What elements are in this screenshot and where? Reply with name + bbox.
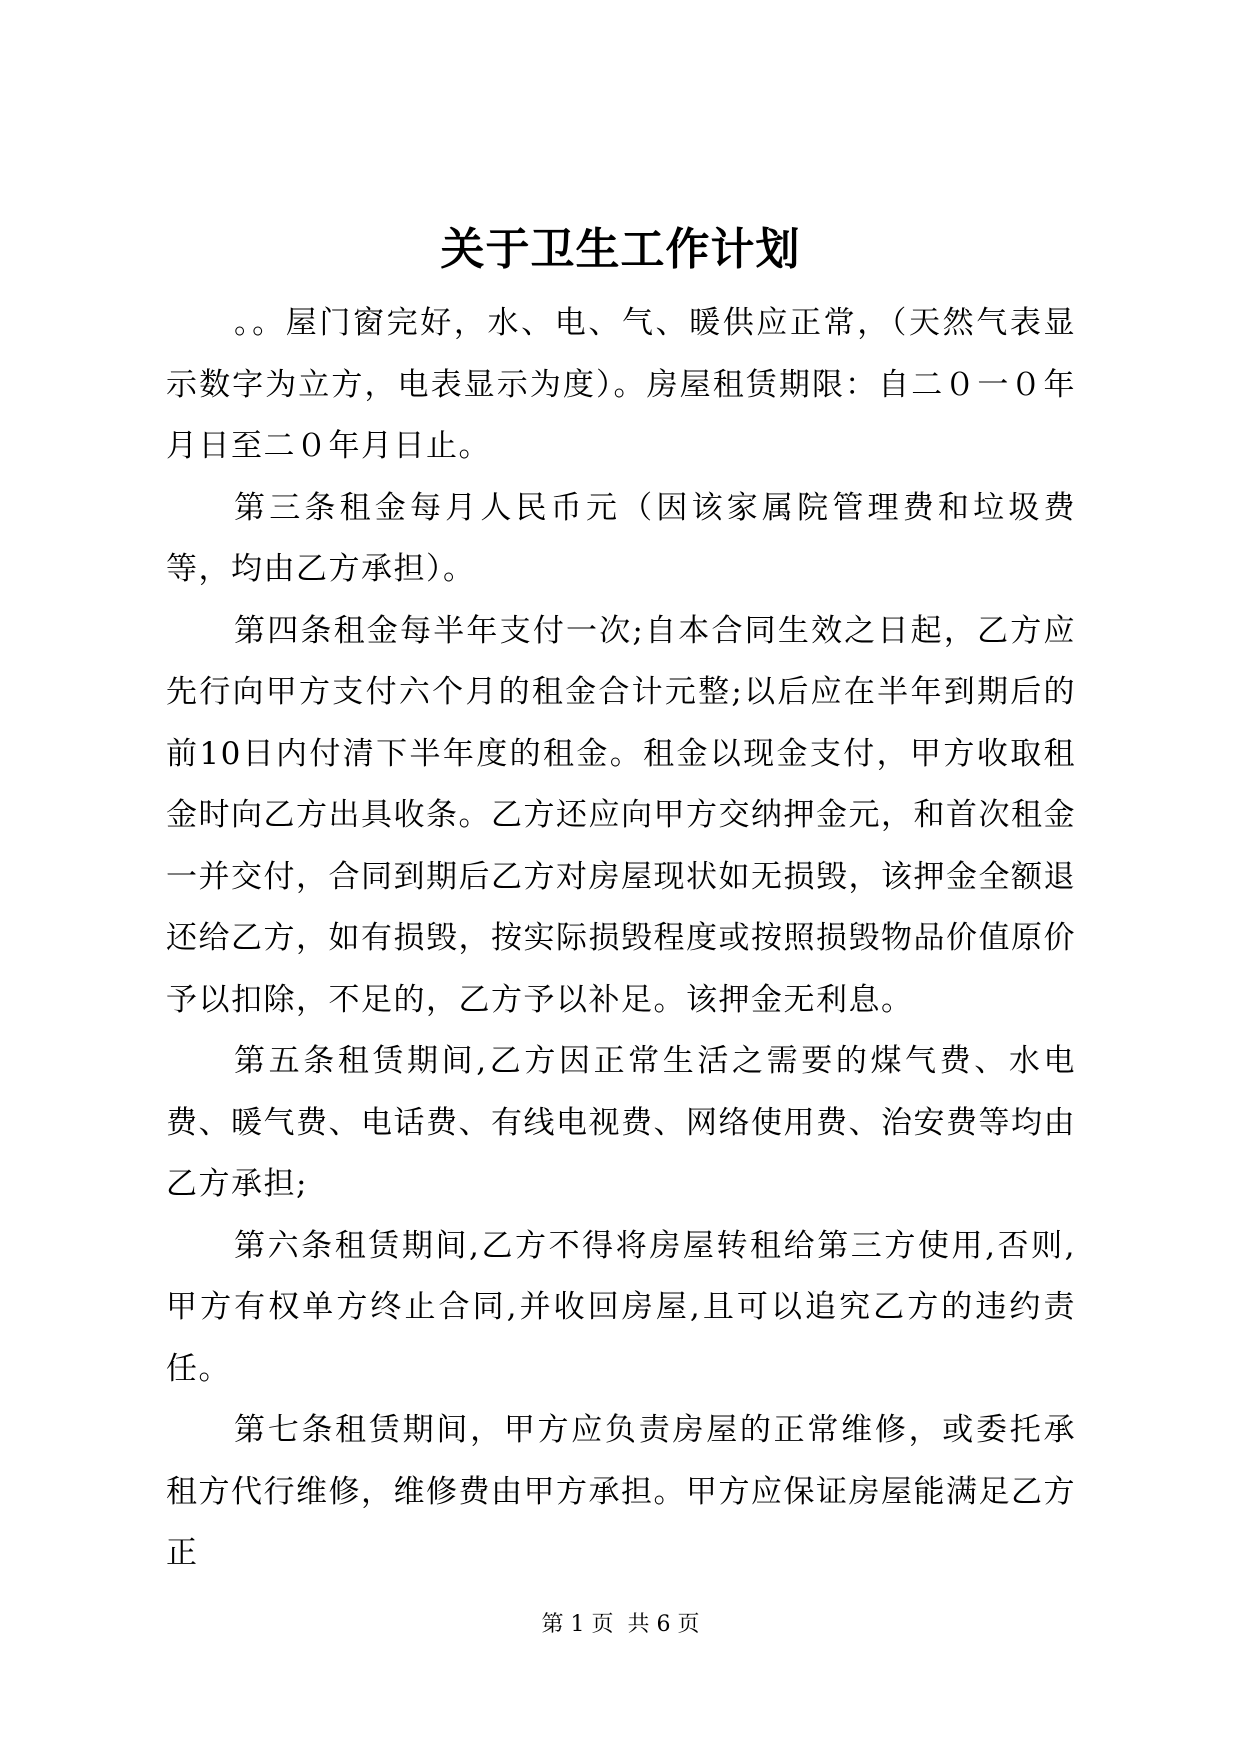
paragraph-article-5: 第五条租赁期间,乙方因正常生活之需要的煤气费、水电费、暖气费、电话费、有线电视费、网络使用费、治安费等均由乙方承担; — [166, 1043, 1076, 1202]
document-body — [166, 293, 1076, 1585]
paragraph-intro: 。。屋门窗完好，水、电、气、暖供应正常，（天然气表显示数字为立方，电表显示为度）。房屋租赁期限：自二０一０年月日至二０年月日止。 — [166, 305, 1076, 464]
page-number-label: 第 1 页 共 6 页 — [541, 1612, 700, 1637]
paragraph-article-6: 第六条租赁期间,乙方不得将房屋转租给第三方使用,否则,甲方有权单方终止合同,并收回房屋,且可以追究乙方的违约责任。 — [166, 1227, 1076, 1387]
paragraph-article-4: 第四条租金每半年支付一次;自本合同生效之日起，乙方应先行向甲方支付六个月的租金合计元整;以后应在半年到期后的前10日内付清下半年度的租金。租金以现金支付，甲方收取租金时向乙方出具收条。乙方还应向甲方交纳押金元，和首次租金一并交付，合同到期后乙方对房屋现状如无损毁，该押金全额退还给乙方，如有损毁，按实际损毁程度或按照损毁物品价值原价予以扣除，不足的，乙方予以补足。该押金无利息。 — [166, 612, 1076, 1018]
paragraph-article-3: 第三条租金每月人民币元（因该家属院管理费和垃圾费等，均由乙方承担）。 — [166, 489, 1076, 587]
paragraph-article-7: 第七条租赁期间，甲方应负责房屋的正常维修，或委托承租方代行维修，维修费由甲方承担。甲方应保证房屋能满足乙方正 — [166, 1412, 1076, 1571]
document-title: 关于卫生工作计划 — [440, 224, 801, 275]
page-footer — [0, 1610, 1241, 1640]
